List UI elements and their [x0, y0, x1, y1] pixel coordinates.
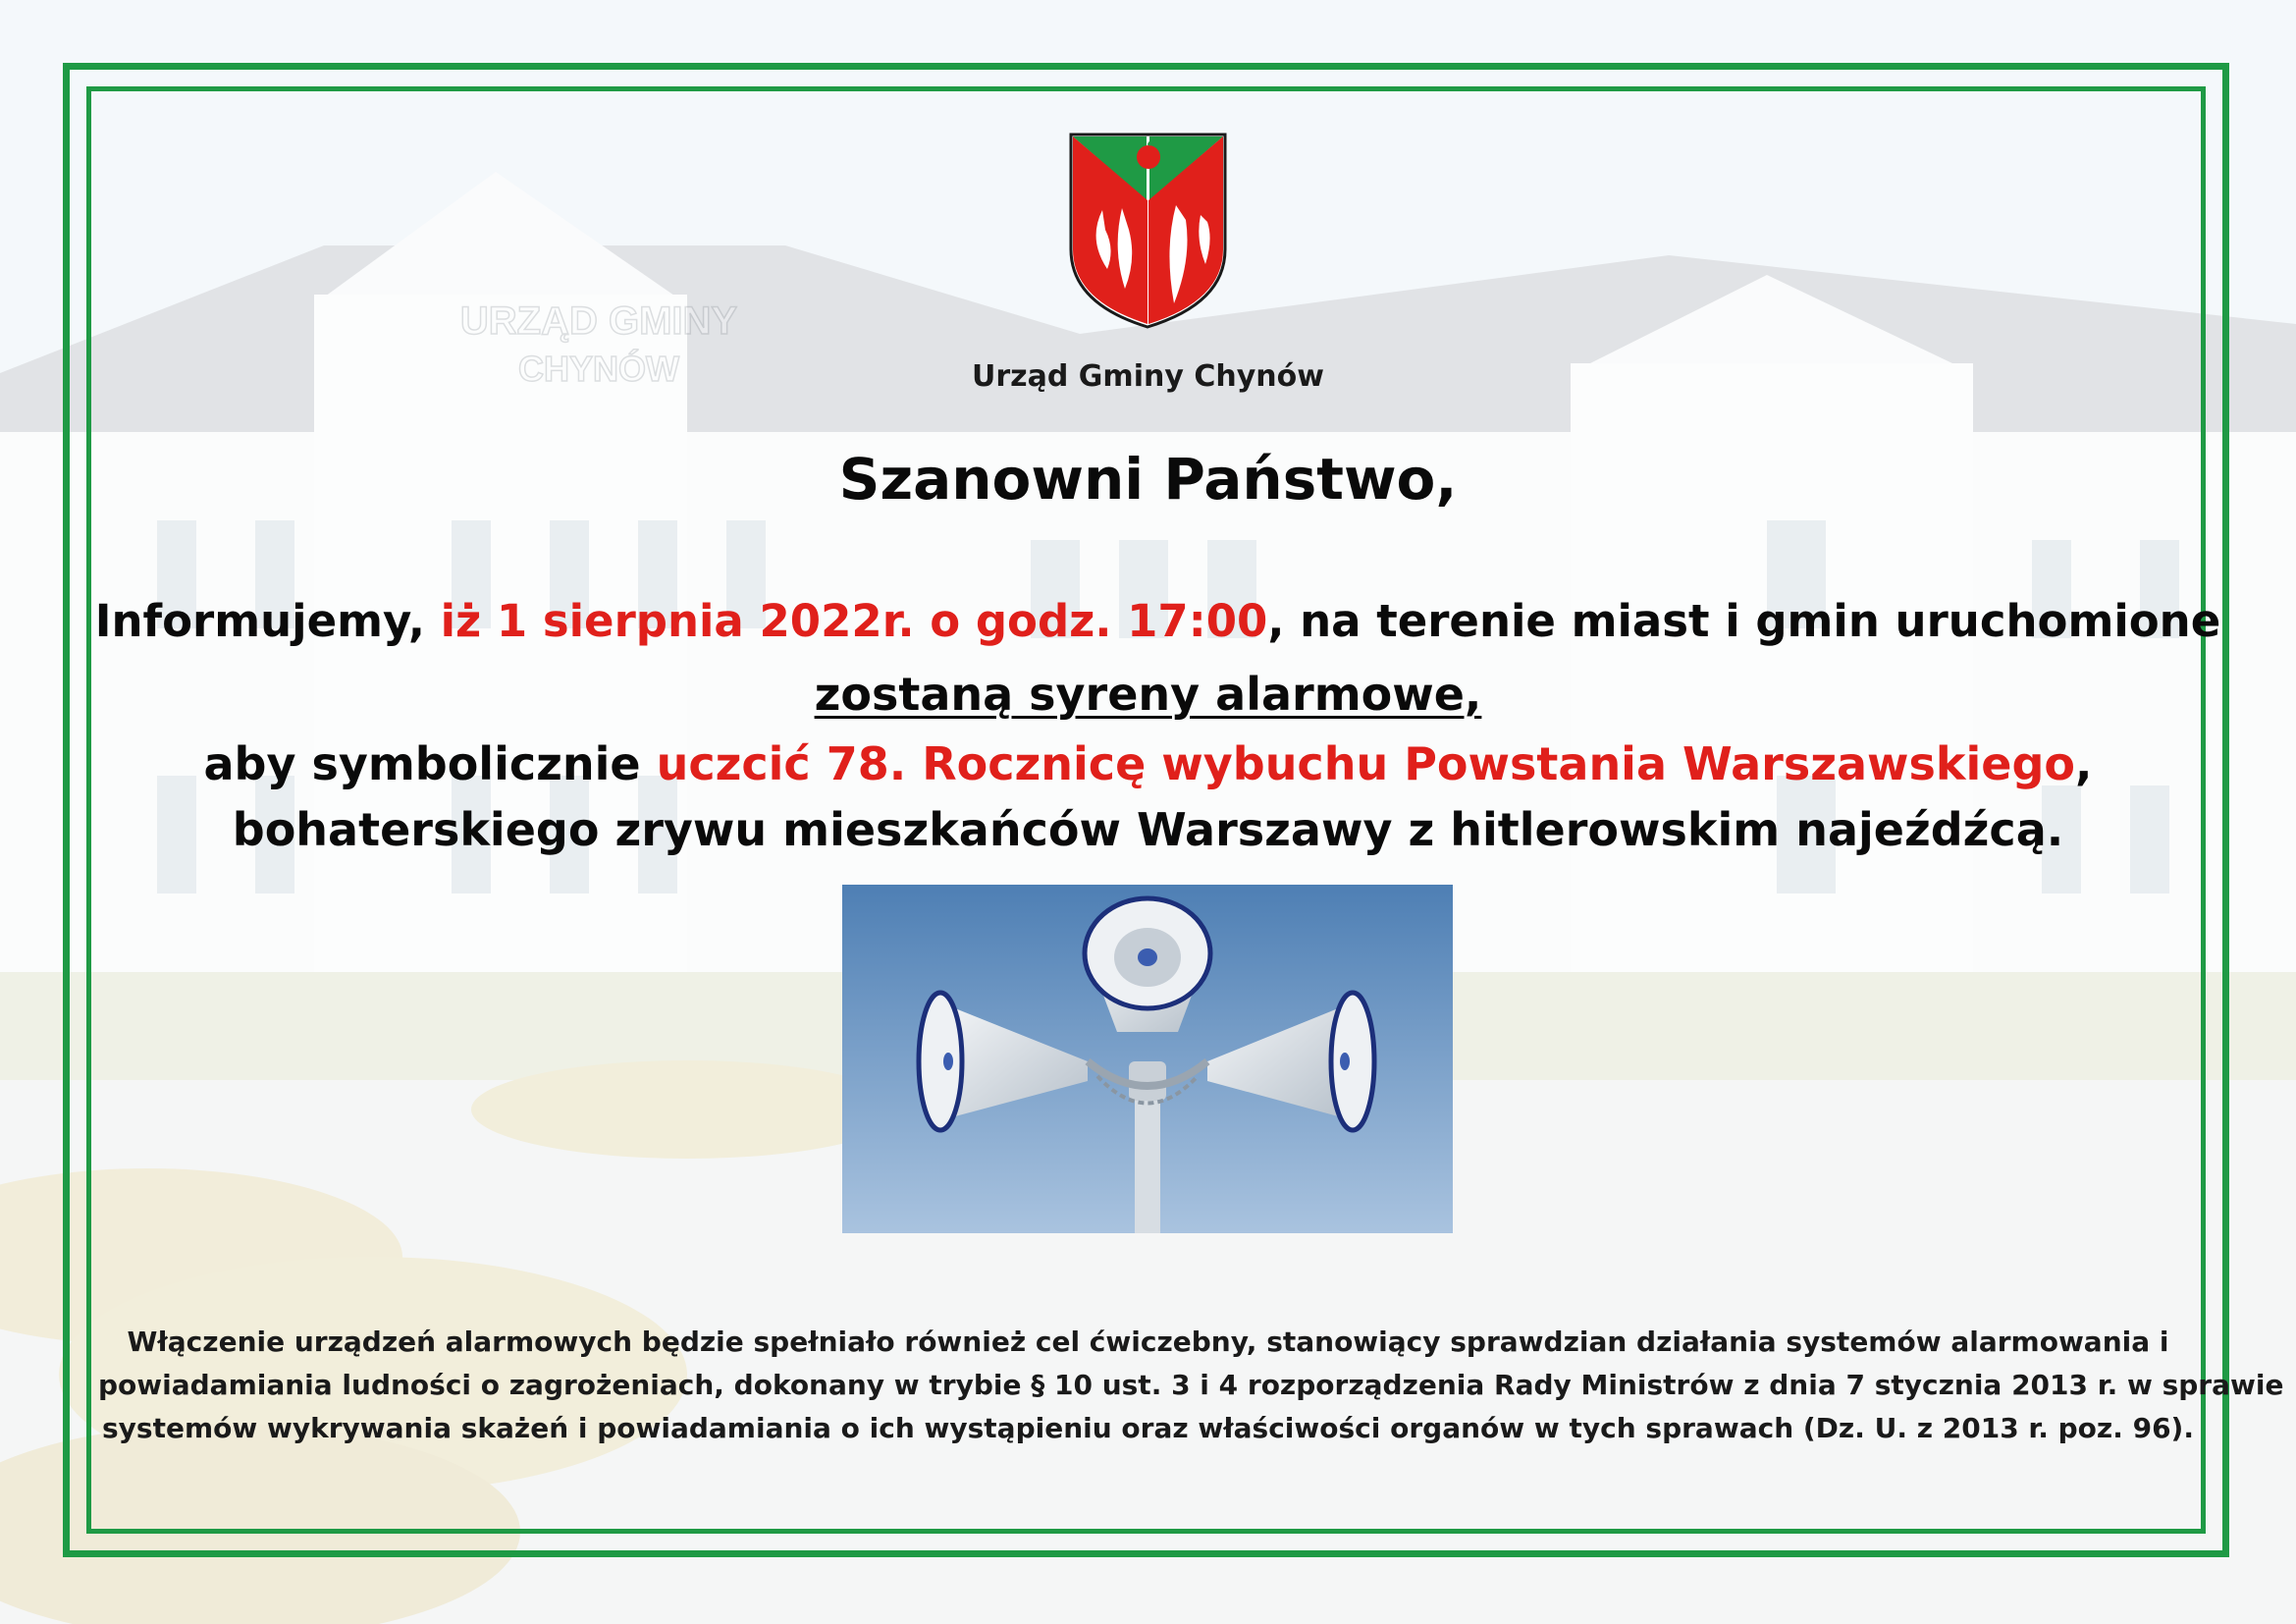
- announcement-sirens: zostaną syreny alarmowe,: [814, 668, 1482, 721]
- announcement-date-time: iż 1 sierpnia 2022r. o godz. 17:00: [440, 595, 1268, 647]
- svg-text:URZĄD GMINY: URZĄD GMINY: [459, 299, 738, 343]
- announcement-line-3: [0, 737, 2296, 790]
- announcement-line-3-end: ,: [2075, 737, 2093, 790]
- legal-note: [98, 1321, 2284, 1450]
- siren-loudspeakers-icon: [842, 885, 1453, 1233]
- announcement-line-3-start: aby symbolicznie: [203, 737, 657, 790]
- announcement-line-4: bohaterskiego zrywu mieszkańców Warszawy z hitlerowskim najeźdźcą.: [232, 803, 2064, 856]
- announcement-line-1-end: , na terenie miast i gmin uruchomione: [1267, 595, 2221, 647]
- announcement-anniversary: uczcić 78. Rocznicę wybuchu Powstania Warszawskiego: [656, 737, 2075, 790]
- coat-of-arms-icon: [1068, 132, 1228, 330]
- announcement-line-1: [0, 595, 2296, 647]
- greeting-heading: Szanowni Państwo,: [838, 446, 1458, 513]
- legal-note-line-3: systemów wykrywania skażeń i powiadamiania o ich wystąpieniu oraz właściwości organów w tych sprawach (Dz. U. z 2013 r. poz. 96).: [102, 1412, 2194, 1444]
- announcement-line-2: [0, 668, 2296, 721]
- svg-text:CHYNÓW: CHYNÓW: [518, 349, 679, 389]
- legal-note-line-1: Włączenie urządzeń alarmowych będzie spełniało również cel ćwiczebny, stanowiący sprawdzian działania systemów alarmowania i: [127, 1326, 2169, 1358]
- legal-note-line-2: powiadamiania ludności o zagrożeniach, dokonany w trybie § 10 ust. 3 i 4 rozporządzenia Rady Ministrów z dnia 7 stycznia 2013 r. w sprawie: [98, 1369, 2284, 1401]
- office-name: Urząd Gminy Chynów: [972, 359, 1324, 394]
- announcement-line-1-start: Informujemy,: [94, 595, 441, 647]
